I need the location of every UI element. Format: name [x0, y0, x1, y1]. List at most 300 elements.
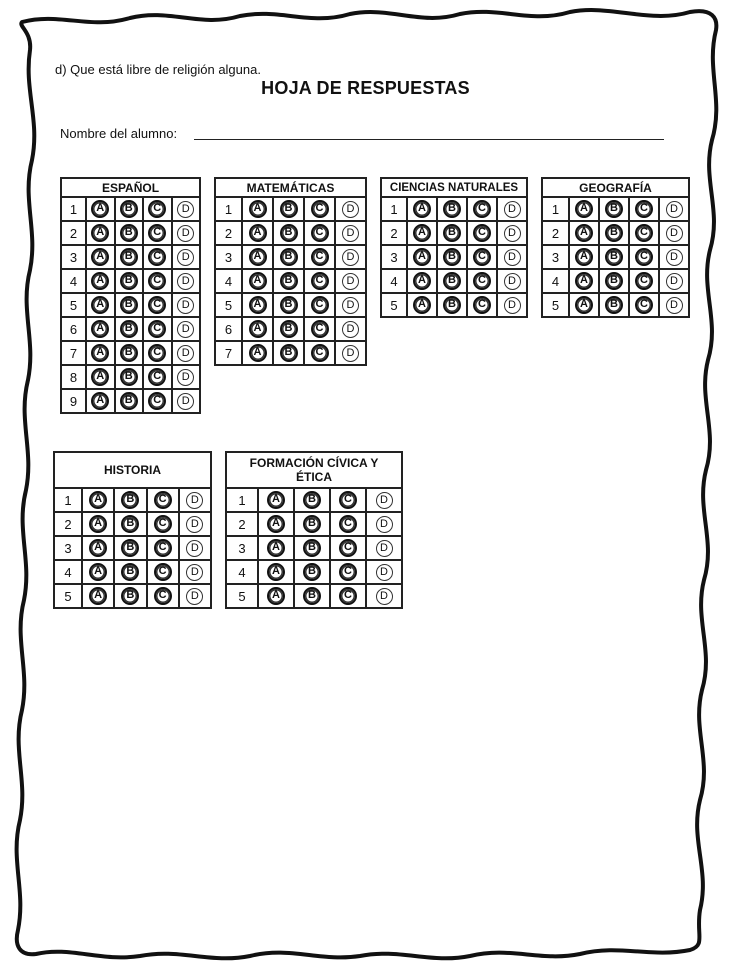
option-d-bubble[interactable]: D	[186, 564, 203, 581]
option-d-bubble[interactable]: D	[177, 273, 194, 290]
answer-cell	[242, 197, 273, 221]
option-b-bubble[interactable]: B	[303, 539, 321, 557]
option-a-bubble[interactable]: A	[89, 587, 107, 605]
option-a-bubble[interactable]: A	[89, 491, 107, 509]
option-d-text: d) Que está libre de religión alguna.	[55, 62, 261, 77]
answer-cell	[659, 221, 689, 245]
option-c-bubble[interactable]: C	[148, 248, 166, 266]
answer-cell	[86, 365, 115, 389]
answer-cell	[330, 560, 366, 584]
option-a-bubble[interactable]: A	[249, 320, 267, 338]
option-d-bubble[interactable]: D	[504, 273, 521, 290]
option-d-bubble[interactable]: D	[342, 225, 359, 242]
answer-cell	[304, 293, 335, 317]
option-c-bubble[interactable]: C	[148, 392, 166, 410]
question-number: 1	[542, 197, 569, 221]
answer-cell	[115, 269, 144, 293]
answer-cell	[143, 317, 172, 341]
option-a-bubble[interactable]: A	[89, 563, 107, 581]
option-c-bubble[interactable]: C	[311, 224, 329, 242]
option-b-bubble[interactable]: B	[443, 248, 461, 266]
question-number: 7	[215, 341, 242, 365]
section-title: MATEMÁTICAS	[215, 178, 366, 197]
answer-cell	[407, 293, 437, 317]
page-title: HOJA DE RESPUESTAS	[261, 78, 470, 98]
option-c-bubble[interactable]: C	[473, 248, 491, 266]
option-d-bubble[interactable]: D	[186, 492, 203, 509]
answer-cell	[467, 245, 497, 269]
option-a-bubble[interactable]: A	[267, 491, 285, 509]
answer-cell	[114, 560, 146, 584]
option-c-bubble[interactable]: C	[635, 296, 653, 314]
option-d-bubble[interactable]: D	[376, 540, 393, 557]
answer-cell	[179, 512, 211, 536]
answer-cell	[115, 221, 144, 245]
option-a-bubble[interactable]: A	[91, 392, 109, 410]
question-number: 8	[61, 365, 86, 389]
answer-cell	[258, 536, 294, 560]
option-b-bubble[interactable]: B	[121, 587, 139, 605]
answer-row	[381, 245, 527, 269]
option-a-bubble[interactable]: A	[91, 200, 109, 218]
option-c-bubble[interactable]: C	[311, 272, 329, 290]
option-c-bubble[interactable]: C	[339, 515, 357, 533]
option-c-bubble[interactable]: C	[148, 200, 166, 218]
option-a-bubble[interactable]: A	[575, 272, 593, 290]
answer-cell	[273, 245, 304, 269]
option-c-bubble[interactable]: C	[154, 539, 172, 557]
answer-cell	[143, 221, 172, 245]
answer-cell	[258, 512, 294, 536]
option-b-bubble[interactable]: B	[303, 515, 321, 533]
option-d-bubble[interactable]: D	[177, 249, 194, 266]
answer-cell	[366, 512, 402, 536]
option-c-bubble[interactable]: C	[473, 200, 491, 218]
option-b-bubble[interactable]: B	[120, 272, 138, 290]
question-number: 1	[226, 488, 258, 512]
answer-cell	[569, 269, 599, 293]
option-d-bubble[interactable]: D	[342, 273, 359, 290]
answer-cell	[147, 512, 179, 536]
question-number: 2	[542, 221, 569, 245]
answer-cell	[335, 221, 366, 245]
option-a-bubble[interactable]: A	[91, 224, 109, 242]
option-c-bubble[interactable]: C	[148, 272, 166, 290]
option-c-bubble[interactable]: C	[635, 248, 653, 266]
answer-cell	[629, 293, 659, 317]
option-a-bubble[interactable]: A	[575, 296, 593, 314]
answer-cell	[497, 293, 527, 317]
option-b-bubble[interactable]: B	[120, 320, 138, 338]
section-title: HISTORIA	[54, 452, 211, 488]
option-d-bubble[interactable]: D	[666, 273, 683, 290]
option-d-bubble[interactable]: D	[177, 393, 194, 410]
answer-cell	[366, 536, 402, 560]
answer-row	[215, 341, 366, 365]
answer-cell	[115, 389, 144, 413]
answer-row	[54, 488, 211, 512]
question-number: 2	[61, 221, 86, 245]
question-number: 3	[215, 245, 242, 269]
answer-cell	[599, 197, 629, 221]
option-a-bubble[interactable]: A	[413, 200, 431, 218]
option-a-bubble[interactable]: A	[91, 344, 109, 362]
option-b-bubble[interactable]: B	[121, 491, 139, 509]
answer-row	[542, 221, 689, 245]
answer-cell	[599, 269, 629, 293]
answer-row	[226, 584, 402, 608]
option-c-bubble[interactable]: C	[339, 563, 357, 581]
option-b-bubble[interactable]: B	[280, 272, 298, 290]
option-d-bubble[interactable]: D	[504, 249, 521, 266]
answer-cell	[172, 365, 201, 389]
answer-cell	[599, 245, 629, 269]
answer-cell	[629, 245, 659, 269]
section-title: ESPAÑOL	[61, 178, 200, 197]
answer-cell	[273, 341, 304, 365]
option-b-bubble[interactable]: B	[443, 200, 461, 218]
answer-row	[542, 197, 689, 221]
option-a-bubble[interactable]: A	[249, 248, 267, 266]
answer-cell	[172, 317, 201, 341]
answer-cell	[179, 488, 211, 512]
option-d-bubble[interactable]: D	[177, 225, 194, 242]
answer-cell	[82, 584, 114, 608]
option-d-bubble[interactable]: D	[666, 225, 683, 242]
option-d-bubble[interactable]: D	[177, 321, 194, 338]
answer-cell	[172, 245, 201, 269]
option-b-bubble[interactable]: B	[605, 248, 623, 266]
answer-cell	[497, 221, 527, 245]
option-a-bubble[interactable]: A	[249, 296, 267, 314]
answer-cell	[273, 197, 304, 221]
option-a-bubble[interactable]: A	[91, 296, 109, 314]
question-number: 6	[61, 317, 86, 341]
answer-cell	[86, 221, 115, 245]
option-a-bubble[interactable]: A	[91, 248, 109, 266]
answer-cell	[335, 293, 366, 317]
answer-row	[226, 488, 402, 512]
answer-cell	[147, 536, 179, 560]
answer-row	[61, 317, 200, 341]
answer-cell	[407, 245, 437, 269]
option-c-bubble[interactable]: C	[311, 248, 329, 266]
answer-cell	[115, 365, 144, 389]
answer-cell	[366, 560, 402, 584]
option-d-bubble[interactable]: D	[177, 345, 194, 362]
answer-cell	[437, 197, 467, 221]
answer-row	[54, 536, 211, 560]
option-c-bubble[interactable]: C	[311, 320, 329, 338]
option-b-bubble[interactable]: B	[280, 296, 298, 314]
option-c-bubble[interactable]: C	[339, 491, 357, 509]
option-a-bubble[interactable]: A	[575, 200, 593, 218]
question-number: 5	[226, 584, 258, 608]
option-b-bubble[interactable]: B	[120, 392, 138, 410]
question-number: 3	[381, 245, 407, 269]
question-number: 4	[215, 269, 242, 293]
option-b-bubble[interactable]: B	[443, 296, 461, 314]
option-b-bubble[interactable]: B	[605, 200, 623, 218]
answer-cell	[115, 317, 144, 341]
option-d-bubble[interactable]: D	[376, 492, 393, 509]
answer-grid-geografia	[541, 177, 690, 318]
question-number: 5	[542, 293, 569, 317]
option-a-bubble[interactable]: A	[267, 515, 285, 533]
answer-row	[226, 536, 402, 560]
section-title: CIENCIAS NATURALES	[381, 178, 527, 197]
option-c-bubble[interactable]: C	[473, 296, 491, 314]
answer-cell	[294, 536, 330, 560]
answer-cell	[437, 221, 467, 245]
option-c-bubble[interactable]: C	[635, 272, 653, 290]
option-c-bubble[interactable]: C	[473, 224, 491, 242]
answer-cell	[143, 365, 172, 389]
answer-cell	[467, 293, 497, 317]
option-b-bubble[interactable]: B	[120, 248, 138, 266]
question-number: 4	[61, 269, 86, 293]
answer-grid-matematicas	[214, 177, 367, 366]
answer-cell	[115, 197, 144, 221]
option-c-bubble[interactable]: C	[311, 344, 329, 362]
option-a-bubble[interactable]: A	[267, 563, 285, 581]
option-d-bubble[interactable]: D	[342, 345, 359, 362]
option-b-bubble[interactable]: B	[280, 320, 298, 338]
option-c-bubble[interactable]: C	[148, 296, 166, 314]
option-c-bubble[interactable]: C	[635, 224, 653, 242]
option-b-bubble[interactable]: B	[120, 368, 138, 386]
option-c-bubble[interactable]: C	[339, 587, 357, 605]
answer-cell	[437, 293, 467, 317]
option-a-bubble[interactable]: A	[89, 539, 107, 557]
option-b-bubble[interactable]: B	[303, 563, 321, 581]
option-d-bubble[interactable]: D	[186, 516, 203, 533]
answer-cell	[330, 512, 366, 536]
option-c-bubble[interactable]: C	[148, 224, 166, 242]
answer-cell	[467, 269, 497, 293]
option-b-bubble[interactable]: B	[303, 587, 321, 605]
answer-cell	[242, 293, 273, 317]
option-c-bubble[interactable]: C	[148, 368, 166, 386]
option-c-bubble[interactable]: C	[154, 491, 172, 509]
option-b-bubble[interactable]: B	[605, 296, 623, 314]
option-d-bubble[interactable]: D	[376, 516, 393, 533]
answer-cell	[497, 197, 527, 221]
answer-grid-ciencias-naturales	[380, 177, 528, 318]
option-d-bubble[interactable]: D	[666, 249, 683, 266]
answer-row	[381, 293, 527, 317]
option-d-bubble[interactable]: D	[177, 201, 194, 218]
question-number: 5	[54, 584, 82, 608]
option-d-bubble[interactable]: D	[342, 249, 359, 266]
option-d-bubble[interactable]: D	[342, 297, 359, 314]
option-a-bubble[interactable]: A	[89, 515, 107, 533]
answer-cell	[86, 317, 115, 341]
question-number: 5	[381, 293, 407, 317]
question-number: 1	[381, 197, 407, 221]
option-b-bubble[interactable]: B	[605, 224, 623, 242]
option-a-bubble[interactable]: A	[267, 539, 285, 557]
answer-cell	[330, 536, 366, 560]
question-number: 3	[61, 245, 86, 269]
answer-cell	[179, 584, 211, 608]
answer-cell	[273, 269, 304, 293]
answer-cell	[82, 560, 114, 584]
option-a-bubble[interactable]: A	[91, 320, 109, 338]
option-a-bubble[interactable]: A	[575, 224, 593, 242]
student-name-field[interactable]	[194, 139, 664, 140]
question-number: 4	[226, 560, 258, 584]
option-d-bubble[interactable]: D	[186, 540, 203, 557]
answer-cell	[179, 560, 211, 584]
answer-cell	[114, 488, 146, 512]
answer-cell	[294, 488, 330, 512]
answer-cell	[497, 269, 527, 293]
option-c-bubble[interactable]: C	[154, 587, 172, 605]
option-d-bubble[interactable]: D	[376, 588, 393, 605]
option-c-bubble[interactable]: C	[339, 539, 357, 557]
option-d-bubble[interactable]: D	[186, 588, 203, 605]
option-d-bubble[interactable]: D	[666, 297, 683, 314]
question-number: 2	[226, 512, 258, 536]
answer-cell	[294, 560, 330, 584]
question-number: 7	[61, 341, 86, 365]
section-title: GEOGRAFÍA	[542, 178, 689, 197]
option-d-bubble[interactable]: D	[504, 297, 521, 314]
option-a-bubble[interactable]: A	[413, 272, 431, 290]
option-a-bubble[interactable]: A	[575, 248, 593, 266]
option-c-bubble[interactable]: C	[148, 320, 166, 338]
answer-cell	[115, 341, 144, 365]
option-b-bubble[interactable]: B	[120, 296, 138, 314]
answer-cell	[304, 221, 335, 245]
answer-cell	[304, 269, 335, 293]
answer-row	[215, 317, 366, 341]
question-number: 2	[381, 221, 407, 245]
section-title: FORMACIÓN CÍVICA Y ÉTICA	[226, 452, 402, 488]
option-c-bubble[interactable]: C	[635, 200, 653, 218]
option-a-bubble[interactable]: A	[91, 368, 109, 386]
answer-cell	[258, 488, 294, 512]
answer-cell	[143, 341, 172, 365]
answer-cell	[242, 341, 273, 365]
answer-cell	[172, 221, 201, 245]
option-d-bubble[interactable]: D	[504, 225, 521, 242]
option-b-bubble[interactable]: B	[280, 344, 298, 362]
option-c-bubble[interactable]: C	[148, 344, 166, 362]
answer-cell	[258, 584, 294, 608]
option-b-bubble[interactable]: B	[121, 563, 139, 581]
answer-cell	[304, 341, 335, 365]
option-a-bubble[interactable]: A	[267, 587, 285, 605]
answer-cell	[629, 197, 659, 221]
answer-cell	[147, 488, 179, 512]
question-number: 2	[54, 512, 82, 536]
answer-cell	[242, 221, 273, 245]
answer-cell	[437, 269, 467, 293]
option-c-bubble[interactable]: C	[311, 296, 329, 314]
answer-cell	[115, 293, 144, 317]
answer-row	[381, 197, 527, 221]
option-b-bubble[interactable]: B	[120, 224, 138, 242]
option-b-bubble[interactable]: B	[121, 539, 139, 557]
option-b-bubble[interactable]: B	[121, 515, 139, 533]
option-a-bubble[interactable]: A	[413, 248, 431, 266]
option-d-bubble[interactable]: D	[177, 297, 194, 314]
option-b-bubble[interactable]: B	[120, 200, 138, 218]
option-a-bubble[interactable]: A	[91, 272, 109, 290]
option-d-bubble[interactable]: D	[342, 201, 359, 218]
answer-cell	[86, 341, 115, 365]
answer-cell	[304, 245, 335, 269]
option-c-bubble[interactable]: C	[154, 515, 172, 533]
answer-row	[61, 389, 200, 413]
option-d-bubble[interactable]: D	[666, 201, 683, 218]
option-a-bubble[interactable]: A	[249, 224, 267, 242]
option-a-bubble[interactable]: A	[413, 224, 431, 242]
option-a-bubble[interactable]: A	[249, 272, 267, 290]
answer-row	[542, 269, 689, 293]
option-d-bubble[interactable]: D	[376, 564, 393, 581]
question-number: 9	[61, 389, 86, 413]
answer-cell	[335, 317, 366, 341]
option-b-bubble[interactable]: B	[443, 224, 461, 242]
option-b-bubble[interactable]: B	[280, 224, 298, 242]
question-number: 1	[215, 197, 242, 221]
answer-cell	[437, 245, 467, 269]
option-d-bubble[interactable]: D	[504, 201, 521, 218]
answer-cell	[467, 221, 497, 245]
option-a-bubble[interactable]: A	[249, 200, 267, 218]
option-c-bubble[interactable]: C	[473, 272, 491, 290]
option-b-bubble[interactable]: B	[280, 200, 298, 218]
answer-row	[215, 293, 366, 317]
option-b-bubble[interactable]: B	[280, 248, 298, 266]
answer-grid-espanol	[60, 177, 201, 414]
question-number: 5	[215, 293, 242, 317]
option-c-bubble[interactable]: C	[311, 200, 329, 218]
answer-row	[61, 293, 200, 317]
option-a-bubble[interactable]: A	[413, 296, 431, 314]
option-b-bubble[interactable]: B	[303, 491, 321, 509]
answer-cell	[258, 560, 294, 584]
answer-cell	[86, 245, 115, 269]
option-a-bubble[interactable]: A	[249, 344, 267, 362]
option-b-bubble[interactable]: B	[443, 272, 461, 290]
answer-cell	[629, 221, 659, 245]
answer-cell	[82, 512, 114, 536]
answer-row	[215, 221, 366, 245]
answer-cell	[115, 245, 144, 269]
answer-cell	[273, 221, 304, 245]
option-d-bubble[interactable]: D	[177, 369, 194, 386]
option-b-bubble[interactable]: B	[120, 344, 138, 362]
option-b-bubble[interactable]: B	[605, 272, 623, 290]
option-d-bubble[interactable]: D	[342, 321, 359, 338]
answer-cell	[659, 293, 689, 317]
student-name-label: Nombre del alumno:	[60, 126, 178, 141]
answer-row	[61, 365, 200, 389]
answer-cell	[179, 536, 211, 560]
answer-row	[61, 245, 200, 269]
answer-cell	[143, 245, 172, 269]
answer-row	[226, 560, 402, 584]
option-c-bubble[interactable]: C	[154, 563, 172, 581]
answer-cell	[294, 584, 330, 608]
answer-cell	[330, 488, 366, 512]
answer-cell	[147, 560, 179, 584]
answer-cell	[172, 389, 201, 413]
